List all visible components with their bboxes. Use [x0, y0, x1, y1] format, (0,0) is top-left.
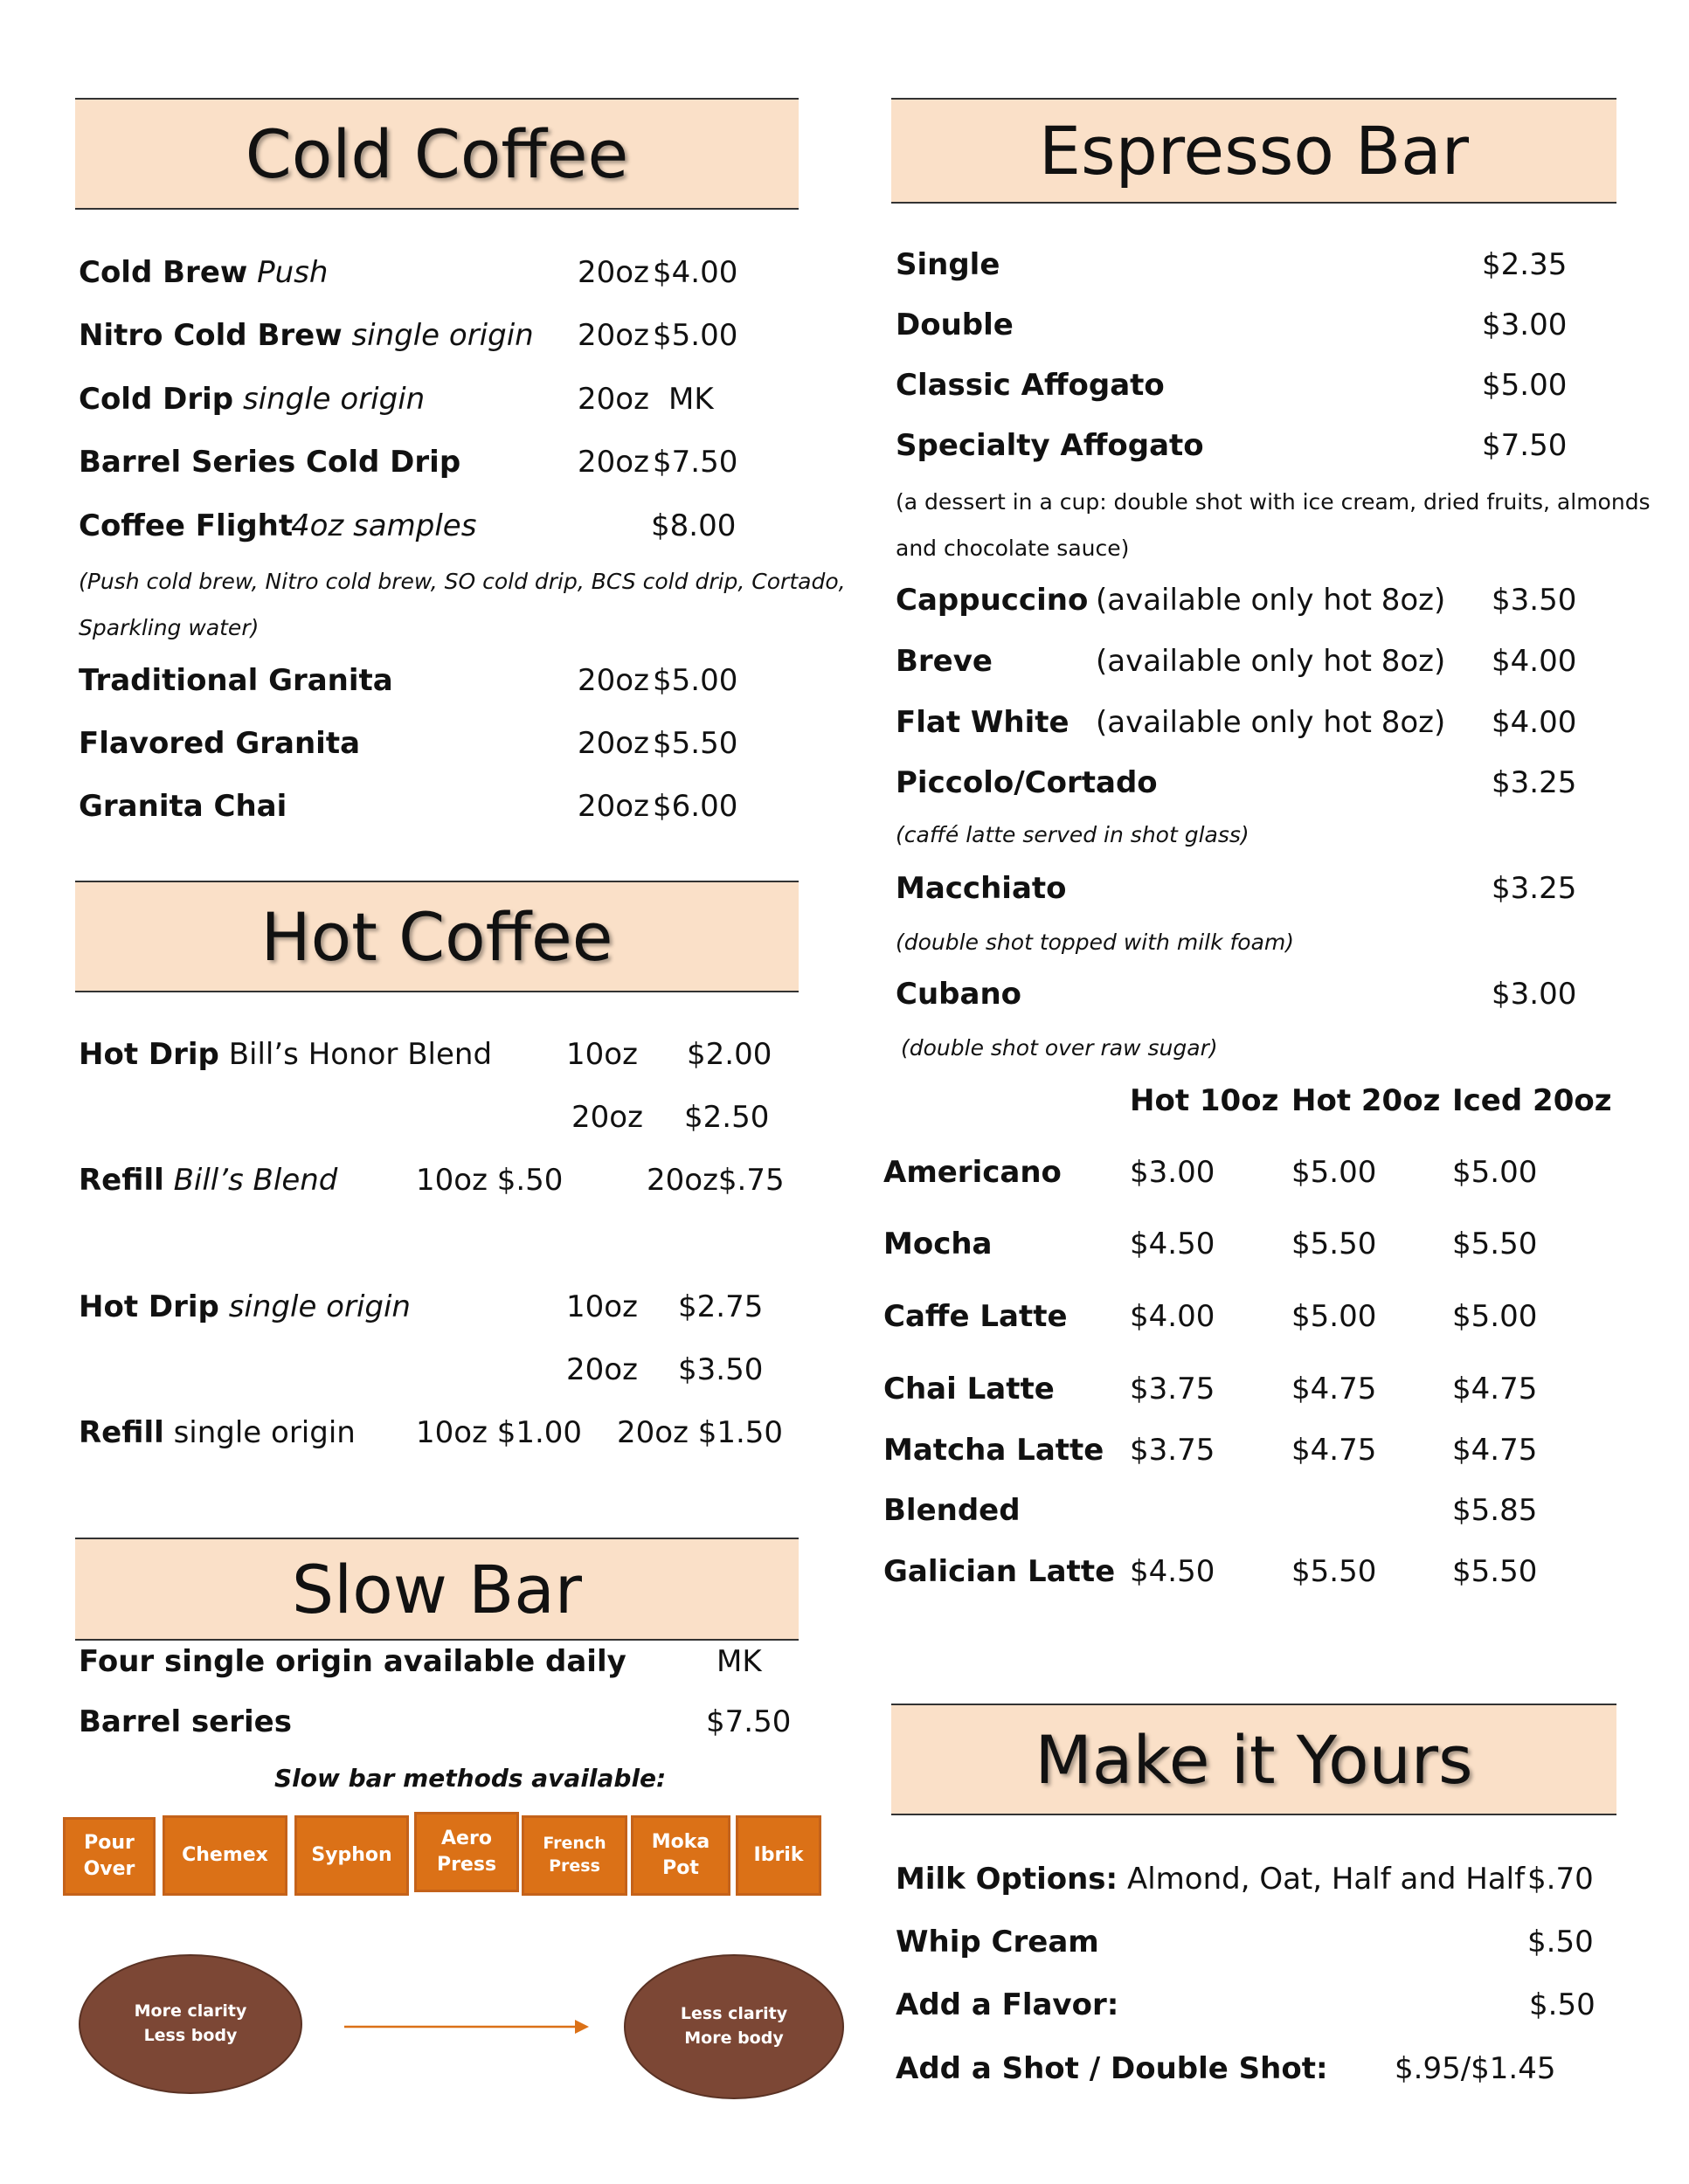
- addon-price: $.50: [1527, 1925, 1594, 1959]
- clarity-scale-right: [624, 1954, 844, 2099]
- column-header: Iced 20oz: [1452, 1083, 1612, 1118]
- item-size: 20oz: [578, 445, 649, 480]
- scale-label: More body: [684, 2028, 784, 2048]
- make-it-yours-header: [891, 1704, 1616, 1815]
- item-name: Nitro Cold Brew: [79, 318, 343, 353]
- espresso-bar-title: Espresso Bar: [1039, 112, 1469, 190]
- item-name: Piccolo/Cortado: [896, 765, 1158, 800]
- addon-price: $.70: [1527, 1862, 1594, 1897]
- item-desc: Push: [257, 255, 329, 290]
- item-note: (double shot topped with milk foam): [896, 930, 1295, 955]
- cell-iced-20oz: $4.75: [1452, 1372, 1538, 1406]
- row-name: Blended: [883, 1493, 1021, 1528]
- item-price: $3.25: [1492, 871, 1577, 906]
- affogato-note: and chocolate sauce): [896, 536, 1130, 561]
- method-pour-over: [63, 1817, 156, 1896]
- item-desc: 4oz samples: [291, 508, 477, 543]
- cell-hot-10oz: $4.00: [1130, 1299, 1215, 1334]
- cell-iced-20oz: $5.00: [1452, 1299, 1538, 1334]
- cell-hot-10oz: $4.50: [1130, 1227, 1215, 1261]
- refill-option: 20oz $1.50: [617, 1415, 784, 1450]
- clarity-scale-left: [79, 1954, 302, 2094]
- method-label: Ibrik: [753, 1844, 804, 1867]
- item-note: (caffé latte served in shot glass): [896, 822, 1249, 847]
- item-size: 20oz: [578, 726, 649, 761]
- item-price: $7.50: [706, 1704, 792, 1739]
- cell-hot-20oz: $4.75: [1291, 1372, 1377, 1406]
- item-size: 20oz: [578, 382, 649, 417]
- hot-coffee-title: Hot Coffee: [260, 897, 613, 976]
- item-size: 20oz: [566, 1352, 638, 1387]
- method-label: Chemex: [182, 1844, 268, 1867]
- item-name: Cold Drip: [79, 382, 234, 417]
- cell-iced-20oz: $5.00: [1452, 1155, 1538, 1190]
- item-price: $8.00: [651, 508, 737, 543]
- addon-label: Add a Flavor:: [896, 1987, 1119, 2022]
- cell-hot-20oz: $5.50: [1291, 1554, 1377, 1589]
- row-name: Caffe Latte: [883, 1299, 1068, 1334]
- cell-hot-10oz: $3.75: [1130, 1372, 1215, 1406]
- item-name: Barrel series: [79, 1704, 292, 1739]
- item-note: (available only hot 8oz): [1096, 644, 1446, 679]
- item-size: 10oz: [566, 1037, 638, 1072]
- item-name: Specialty Affogato: [896, 428, 1204, 463]
- slow-bar-header: [75, 1538, 799, 1641]
- item-desc: Bill’s Honor Blend: [228, 1037, 493, 1072]
- row-name: Matcha Latte: [883, 1433, 1104, 1468]
- addon-options: Almond, Oat, Half and Half: [1126, 1862, 1526, 1897]
- item-desc: single origin: [173, 1415, 356, 1450]
- row-name: Mocha: [883, 1227, 993, 1261]
- cell-hot-20oz: $5.50: [1291, 1227, 1377, 1261]
- method-label: Moka: [651, 1831, 710, 1854]
- cell-hot-10oz: $3.00: [1130, 1155, 1215, 1190]
- item-price: $3.25: [1492, 765, 1577, 800]
- item-note: (available only hot 8oz): [1096, 705, 1446, 740]
- item-price: $2.00: [687, 1037, 772, 1072]
- row-name: Chai Latte: [883, 1372, 1055, 1406]
- item-name: Hot Drip: [79, 1037, 219, 1072]
- item-price: MK: [716, 1644, 762, 1679]
- arrow-right-icon: [341, 2016, 594, 2037]
- cell-hot-20oz: $5.00: [1291, 1299, 1377, 1334]
- addon-label: Whip Cream: [896, 1925, 1099, 1959]
- item-price: $3.50: [1492, 583, 1577, 618]
- item-desc: single origin: [242, 382, 426, 417]
- refill-option: 10oz $1.00: [416, 1415, 583, 1450]
- method-chemex: [163, 1815, 287, 1896]
- item-note: (double shot over raw sugar): [901, 1035, 1218, 1061]
- item-price: $4.00: [653, 255, 738, 290]
- cold-coffee-header: [75, 98, 799, 210]
- item-desc: single origin: [228, 1289, 411, 1324]
- item-name: Double: [896, 308, 1014, 342]
- scale-label: More clarity: [134, 2001, 247, 2022]
- item-price: $7.50: [1482, 428, 1568, 463]
- scale-label: Less body: [143, 2026, 238, 2045]
- slow-bar-methods-label: Slow bar methods available:: [274, 1764, 667, 1793]
- item-name: Flavored Granita: [79, 726, 361, 761]
- item-size: 20oz: [571, 1100, 643, 1135]
- addon-price: $.50: [1529, 1987, 1596, 2022]
- cell-iced-20oz: $5.50: [1452, 1554, 1538, 1589]
- refill-option: 20oz$.75: [647, 1163, 785, 1198]
- item-size: 20oz: [578, 663, 649, 698]
- item-name: Hot Drip: [79, 1289, 219, 1324]
- cell-iced-20oz: $5.85: [1452, 1493, 1538, 1528]
- method-label: Press: [549, 1856, 600, 1876]
- method-ibrik: [736, 1815, 821, 1896]
- cell-hot-20oz: $5.00: [1291, 1155, 1377, 1190]
- item-name: Macchiato: [896, 871, 1067, 906]
- slow-bar-title: Slow Bar: [291, 1550, 583, 1628]
- item-price: MK: [668, 382, 714, 417]
- cell-hot-10oz: $3.75: [1130, 1433, 1215, 1468]
- item-name: Cubano: [896, 977, 1022, 1012]
- item-size: 20oz: [578, 255, 649, 290]
- item-price: $3.50: [678, 1352, 764, 1387]
- item-name: Coffee Flight: [79, 508, 294, 543]
- cell-hot-20oz: $4.75: [1291, 1433, 1377, 1468]
- row-name: Americano: [883, 1155, 1062, 1190]
- item-price: $5.00: [653, 318, 738, 353]
- item-price: $2.35: [1482, 247, 1568, 282]
- espresso-bar-header: [891, 98, 1616, 204]
- item-name: Classic Affogato: [896, 368, 1165, 403]
- item-name: Traditional Granita: [79, 663, 393, 698]
- scale-label: Less clarity: [680, 2004, 788, 2024]
- method-label: Aero: [441, 1828, 492, 1850]
- method-label: Pot: [662, 1857, 699, 1879]
- item-name: Refill: [79, 1163, 164, 1198]
- column-header: Hot 10oz: [1130, 1083, 1279, 1118]
- refill-option: 10oz $.50: [416, 1163, 564, 1198]
- item-name: Breve: [896, 644, 993, 679]
- hot-coffee-header: [75, 881, 799, 992]
- item-price: $2.50: [684, 1100, 770, 1135]
- flight-note: Sparkling water): [79, 615, 260, 640]
- addon-label: Milk Options:: [896, 1862, 1118, 1897]
- method-aero-press: [414, 1812, 519, 1892]
- affogato-note: (a dessert in a cup: double shot with ice cream, dried fruits, almonds: [896, 489, 1651, 515]
- addon-price: $.95/$1.45: [1395, 2051, 1556, 2086]
- item-price: $5.00: [1482, 368, 1568, 403]
- cell-iced-20oz: $5.50: [1452, 1227, 1538, 1261]
- item-price: $7.50: [653, 445, 738, 480]
- item-name: Flat White: [896, 705, 1069, 740]
- column-header: Hot 20oz: [1291, 1083, 1441, 1118]
- item-name: Cappuccino: [896, 583, 1089, 618]
- item-desc: Bill’s Blend: [173, 1163, 338, 1198]
- method-french-press: [522, 1815, 627, 1896]
- method-label: French: [543, 1834, 606, 1854]
- item-name: Four single origin available daily: [79, 1644, 626, 1679]
- method-label: Pour: [84, 1832, 135, 1855]
- item-size: 20oz: [578, 789, 649, 824]
- item-price: $2.75: [678, 1289, 764, 1324]
- method-label: Over: [83, 1858, 135, 1880]
- item-price: $5.00: [653, 663, 738, 698]
- item-name: Single: [896, 247, 1000, 282]
- cold-coffee-title: Cold Coffee: [245, 114, 629, 193]
- method-syphon: [294, 1815, 409, 1896]
- make-it-yours-title: Make it Yours: [1035, 1720, 1473, 1799]
- addon-label: Add a Shot / Double Shot:: [896, 2051, 1328, 2086]
- flight-note: (Push cold brew, Nitro cold brew, SO cold drip, BCS cold drip, Cortado,: [79, 569, 846, 594]
- item-price: $4.00: [1492, 644, 1577, 679]
- item-name: Cold Brew: [79, 255, 248, 290]
- item-size: 20oz: [578, 318, 649, 353]
- row-name: Galician Latte: [883, 1554, 1116, 1589]
- item-price: $5.50: [653, 726, 738, 761]
- item-price: $3.00: [1492, 977, 1577, 1012]
- item-note: (available only hot 8oz): [1096, 583, 1446, 618]
- cell-iced-20oz: $4.75: [1452, 1433, 1538, 1468]
- method-moka-pot: [631, 1815, 730, 1896]
- item-size: 10oz: [566, 1289, 638, 1324]
- cell-hot-10oz: $4.50: [1130, 1554, 1215, 1589]
- item-price: $3.00: [1482, 308, 1568, 342]
- item-price: $4.00: [1492, 705, 1577, 740]
- item-name: Granita Chai: [79, 789, 287, 824]
- method-label: Press: [436, 1854, 497, 1876]
- item-price: $6.00: [653, 789, 738, 824]
- method-label: Syphon: [311, 1844, 392, 1867]
- item-desc: single origin: [351, 318, 534, 353]
- item-name: Refill: [79, 1415, 164, 1450]
- item-name: Barrel Series Cold Drip: [79, 445, 461, 480]
